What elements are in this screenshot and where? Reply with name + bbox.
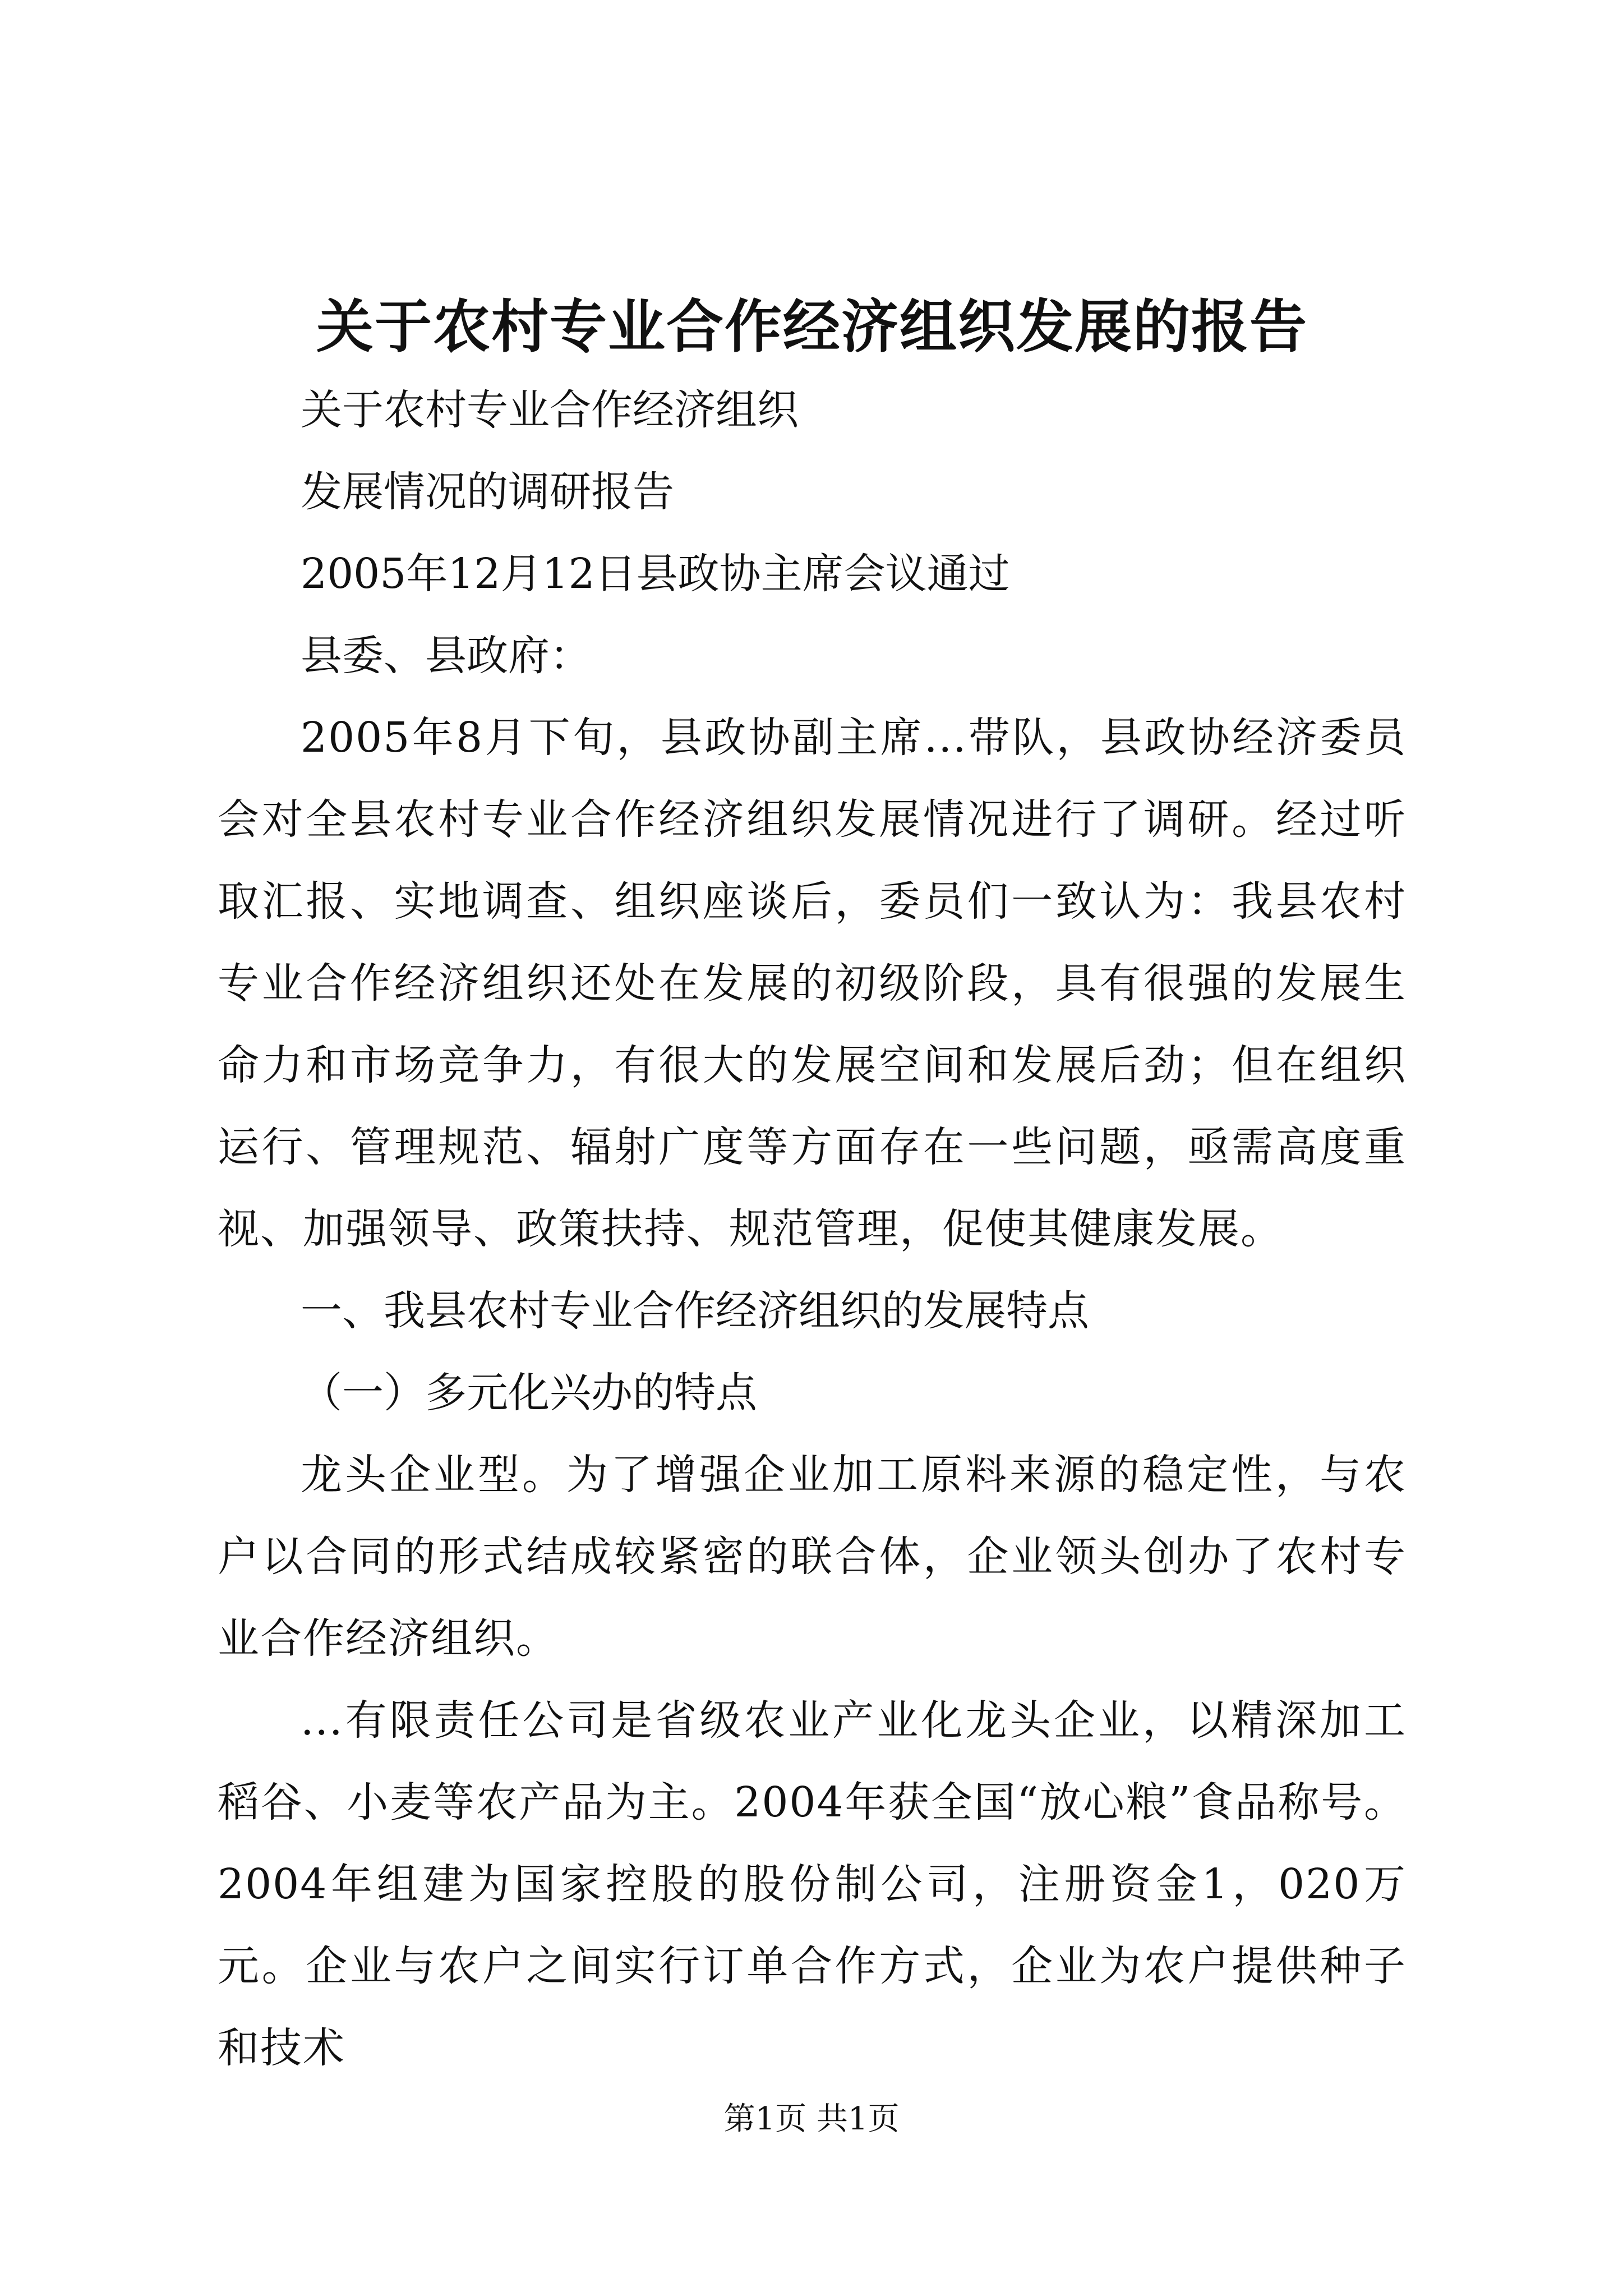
document-body [218, 285, 1407, 2089]
date-line: 2005年12月12日县政协主席会议通过 [301, 550, 1010, 598]
section-1-subheading: （一）多元化兴办的特点 [301, 1369, 757, 1417]
paragraph-3: ...有限责任公司是省级农业产业化龙头企业，以精深加工稻谷、小麦等农产品为主。2004年获全国“放心粮”食品称号。2004年组建为国家控股的股份制公司，注册资金1，020万元。企业与农户之间实行订单合作方式，企业为农户提供种子和技术 [218, 1696, 1407, 2072]
salutation: 县委、县政府： [301, 632, 591, 680]
section-1-heading: 一、我县农村专业合作经济组织的发展特点 [301, 1287, 1089, 1335]
page-footer: 第1页 共1页 [723, 2101, 900, 2137]
paragraph-2: 龙头企业型。为了增强企业加工原料来源的稳定性，与农户以合同的形式结成较紧密的联合体，企业领头创办了农村专业合作经济组织。 [218, 1451, 1407, 1663]
document-title: 关于农村专业合作经济组织发展的报告 [316, 293, 1308, 361]
subtitle-line-2: 发展情况的调研报告 [301, 468, 674, 516]
paragraph-1: 2005年8月下旬，县政协副主席...带队，县政协经济委员会对全县农村专业合作经济组织发展情况进行了调研。经过听取汇报、实地调查、组织座谈后，委员们一致认为：我县农村专业合作经济组织还处在发展的初级阶段，具有很强的发展生命力和市场竞争力，有很大的发展空间和发展后劲；但在组织运行、管理规范、辐射广度等方面存在一些问题，亟需高度重视、加强领导、政策扶持、规范管理，促使其健康发展。 [218, 714, 1407, 1253]
subtitle-line-1: 关于农村专业合作经济组织 [301, 386, 799, 434]
